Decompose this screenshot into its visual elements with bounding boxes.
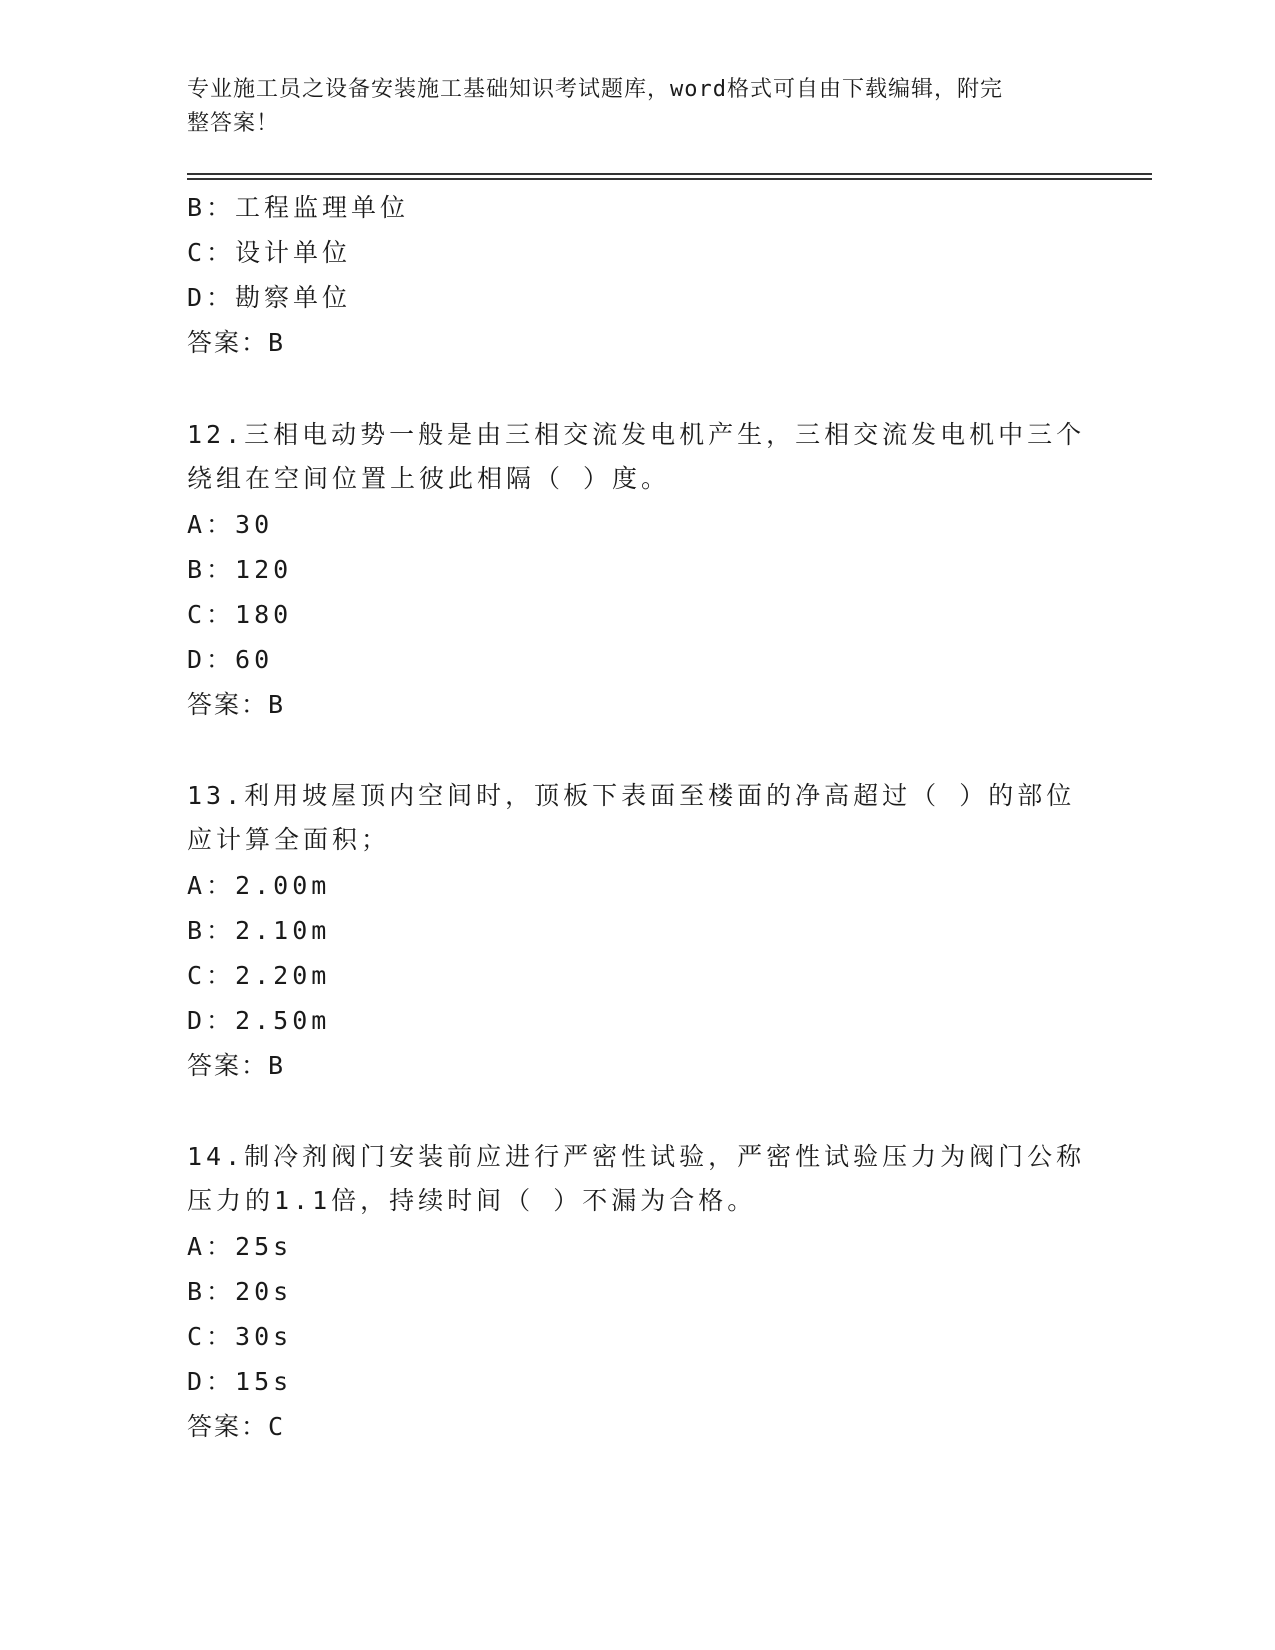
answer-label: 答案： [187,1412,269,1441]
q12-option-b: B：120 [187,555,293,584]
q14-answer [187,1412,285,1442]
q12-option-c: C：180 [187,600,293,629]
answer-value: C [268,1412,286,1441]
q13-answer [187,1051,285,1081]
q13-option-a: A：2.00m [187,871,331,900]
q11-option-c: C：设计单位 [187,238,352,267]
q14-option-c: C：30s [187,1322,293,1351]
answer-label: 答案： [187,690,269,719]
header-rule-bottom [187,178,1152,180]
answer-value: B [268,328,286,357]
header-line-2: 整答案！ [187,111,280,136]
q14-option-a: A：25s [187,1232,293,1261]
q13-option-b: B：2.10m [187,916,331,945]
q12-option-d: D：60 [187,645,274,674]
q12-option-a: A：30 [187,510,274,539]
q12-stem-line-1: 12.三相电动势一般是由三相交流发电机产生，三相交流发电机中三个 [187,420,1086,449]
q11-option-b: B：工程监理单位 [187,193,410,222]
q11-option-d: D：勘察单位 [187,283,352,312]
q11-answer [187,328,285,358]
answer-label: 答案： [187,328,269,357]
q13-option-c: C：2.20m [187,961,331,990]
document-header [187,73,1067,141]
q12-stem-line-2: 绕组在空间位置上彼此相隔（ ）度。 [187,464,671,493]
header-line-1: 专业施工员之设备安装施工基础知识考试题库，word格式可自由下载编辑，附完 [187,77,1003,102]
q13-option-d: D：2.50m [187,1006,331,1035]
q13-stem-line-1: 13.利用坡屋顶内空间时，顶板下表面至楼面的净高超过（ ）的部位 [187,781,1076,810]
q14-option-b: B：20s [187,1277,293,1306]
answer-value: B [268,690,286,719]
q14-stem-line-1: 14.制冷剂阀门安装前应进行严密性试验，严密性试验压力为阀门公称 [187,1142,1086,1171]
q14-option-d: D：15s [187,1367,293,1396]
header-rule-top [187,173,1152,175]
answer-value: B [268,1051,286,1080]
q12-answer [187,690,285,720]
answer-label: 答案： [187,1051,269,1080]
q14-stem-line-2: 压力的1.1倍，持续时间（ ）不漏为合格。 [187,1186,757,1215]
q13-stem-line-2: 应计算全面积； [187,825,391,854]
